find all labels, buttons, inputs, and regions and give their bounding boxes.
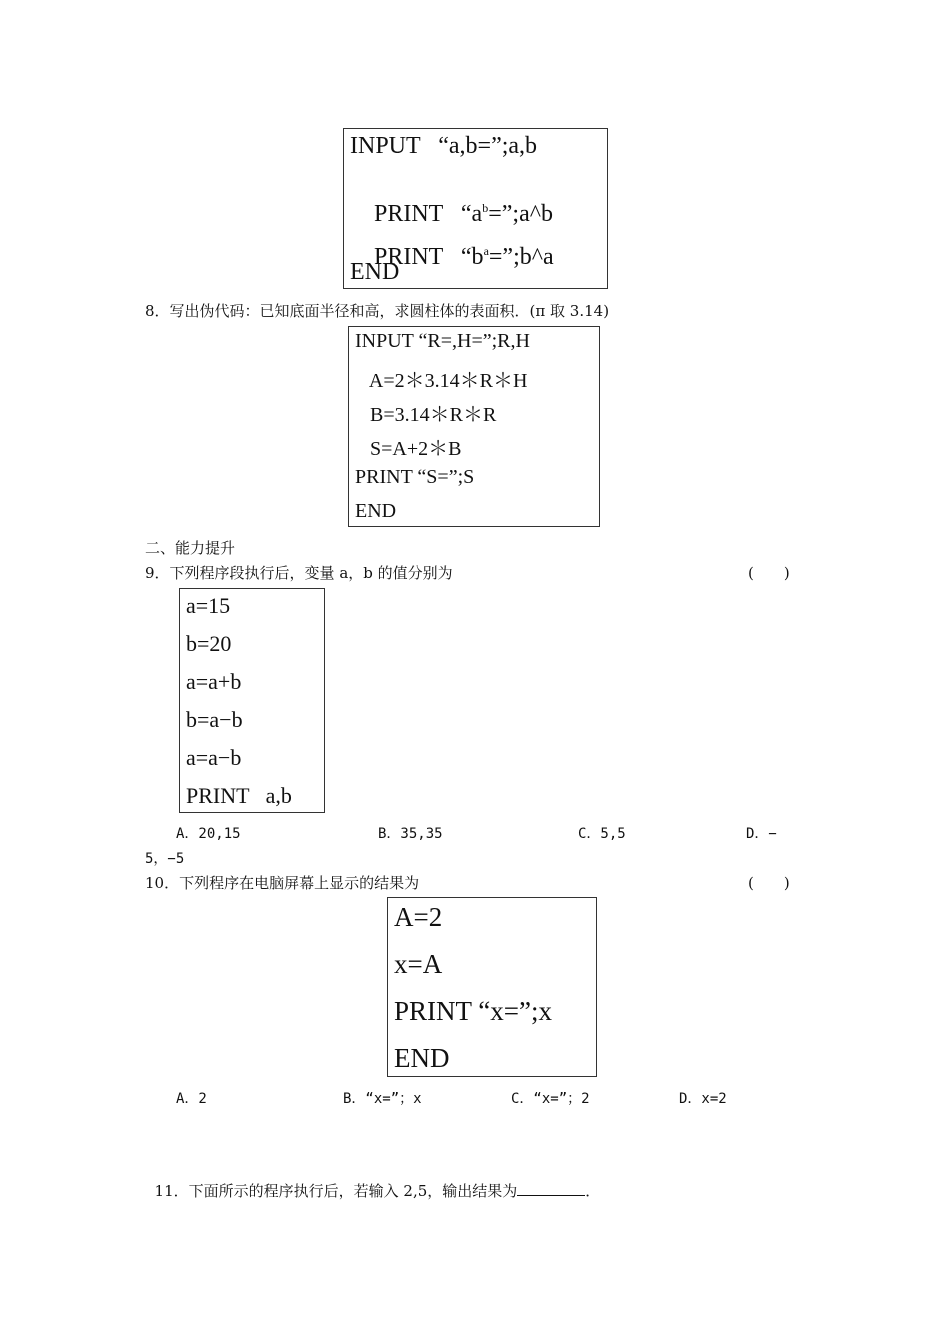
code-line: a=a+b bbox=[186, 669, 242, 694]
option-b: B．“x=”；x bbox=[343, 1091, 422, 1107]
question-11-tail: ． bbox=[585, 1182, 601, 1200]
question-10-text: 10．下列程序在电脑屏幕上显示的结果为 bbox=[145, 874, 420, 892]
code-line: PRINT a,b bbox=[186, 783, 292, 808]
question-11-prompt: 11．下面所示的程序执行后，若输入 2,5，输出结果为 bbox=[154, 1182, 518, 1200]
code-line: a=15 bbox=[186, 593, 231, 618]
code-line: b=a−b bbox=[186, 707, 243, 732]
code-line: A=2＊3.14＊R＊H bbox=[355, 370, 528, 392]
code-text: PRINT “b bbox=[374, 244, 484, 270]
code-line: x=A bbox=[394, 949, 443, 979]
code-line: END bbox=[355, 500, 397, 522]
section-title: 二、能力提升 bbox=[145, 539, 236, 557]
superscript: b bbox=[482, 201, 489, 215]
option-d: D．x=2 bbox=[679, 1091, 727, 1107]
code-line: S=A+2＊B bbox=[355, 438, 462, 460]
option-d: D．− bbox=[746, 826, 777, 842]
option-a: A．20,15 bbox=[176, 826, 241, 842]
code-line: INPUT “R=,H=”;R,H bbox=[355, 330, 530, 352]
answer-paren: ( ) bbox=[748, 564, 790, 582]
code-line: END bbox=[350, 259, 400, 285]
code-box-q10 bbox=[387, 897, 597, 1077]
question-11-text bbox=[145, 1162, 600, 1201]
option-d-continued: 5，−5 bbox=[145, 851, 185, 867]
code-box-q7 bbox=[343, 128, 608, 289]
option-c: C．5,5 bbox=[578, 826, 626, 842]
answer-paren: ( ) bbox=[748, 874, 790, 892]
code-line: INPUT “a,b=”;a,b bbox=[350, 133, 538, 159]
option-a: A．2 bbox=[176, 1091, 207, 1107]
code-text: =”;a^b bbox=[488, 201, 553, 227]
code-box-q9 bbox=[179, 588, 325, 813]
superscript: a bbox=[483, 244, 489, 258]
code-line: PRINT “x=”;x bbox=[394, 996, 552, 1026]
option-c: C．“x=”；2 bbox=[511, 1091, 590, 1107]
code-box-q8 bbox=[348, 326, 600, 527]
option-b: B．35,35 bbox=[378, 826, 443, 842]
code-line: A=2 bbox=[394, 902, 443, 932]
question-8-text: 8．写出伪代码：已知底面半径和高，求圆柱体的表面积．(π 取 3.14) bbox=[145, 302, 610, 320]
code-text: PRINT “a bbox=[374, 201, 483, 227]
code-line: b=20 bbox=[186, 631, 232, 656]
code-line: a=a−b bbox=[186, 745, 242, 770]
code-line: B=3.14＊R＊R bbox=[355, 404, 497, 426]
code-line: PRINT “S=”;S bbox=[355, 466, 475, 488]
answer-blank bbox=[517, 1181, 585, 1196]
code-text: =”;b^a bbox=[488, 244, 554, 270]
code-line: END bbox=[394, 1043, 450, 1073]
question-9-text: 9．下列程序段执行后，变量 a，b 的值分别为 bbox=[145, 564, 453, 582]
